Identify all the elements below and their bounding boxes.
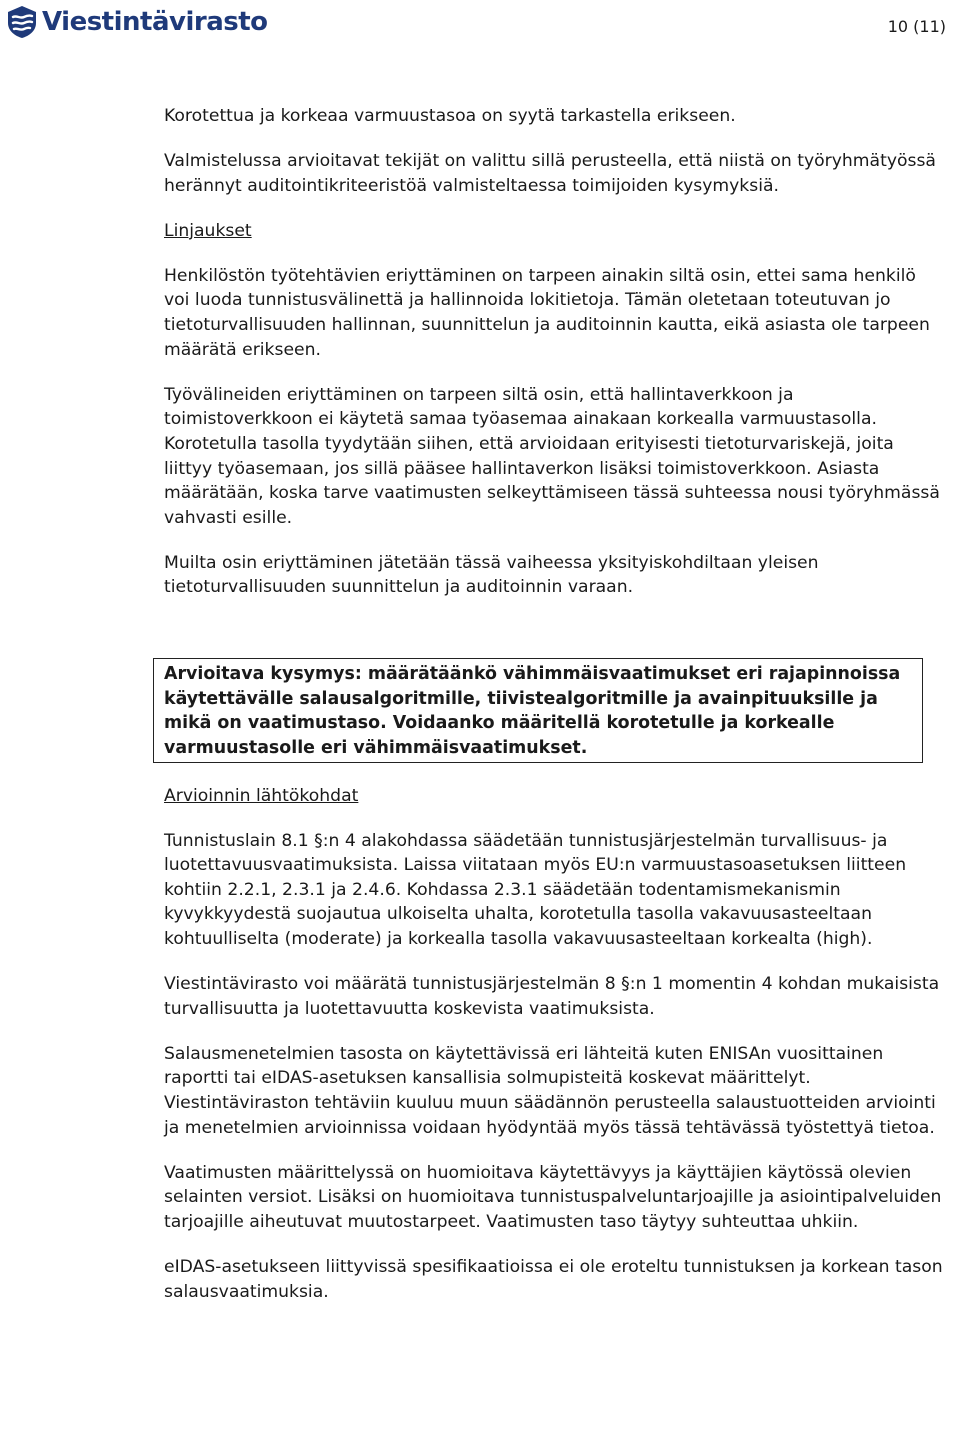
paragraph: Korotettua ja korkeaa varmuustasoa on syytä tarkastella erikseen.: [164, 106, 736, 126]
page-number: 10 (11): [887, 17, 946, 36]
paragraph: Viestintävirasto voi määrätä tunnistusjärjestelmän 8 §:n 1 momentin 4 kohdan mukaisista turvallisuutta ja luotettavuutta koskevista vaatimuksista.: [164, 974, 940, 1019]
question-box: Arvioitava kysymys: määrätäänkö vähimmäisvaatimukset eri rajapinnoissa käytettävälle salausalgoritmille, tiivistealgoritmille ja avainpituuksille ja mikä on vaatimustaso. Voidaanko määritellä korotetulle ja korkealle varmuustasolle eri vähimmäisvaatimukset.: [153, 658, 923, 763]
paragraph: eIDAS-asetukseen liittyvissä spesifikaatioissa ei ole eroteltu tunnistuksen ja korkean tason salausvaatimuksia.: [164, 1256, 943, 1302]
paragraph: Työvälineiden eriyttäminen on tarpeen siltä osin, että hallintaverkkoon ja toimistoverkkoon ei käytetä samaa työasemaa ainakaan korkealla varmuustasolla. Korotetulla tasolla tyydytään siihen, että arvioidaan erityisesti tietoturvariskejä, joita liittyy työasemaan, jos sillä pääsee hallintaverkon lisäksi toimistoverkkoon. Asiasta määrätään, koska tarve vaatimusten selkeyttämiseen tässä suhteessa nousi työryhmässä vahvasti esille.: [164, 384, 940, 528]
paragraph: Tunnistuslain 8.1 §:n 4 alakohdassa säädetään tunnistusjärjestelmän turvallisuus- ja luotettavuusvaatimuksista. Laissa viitataan myös EU:n varmuustasoasetuksen liitteen kohtiin 2.2.1, 2.3.1 ja 2.4.6. Kohdassa 2.3.1 säädetään todentamismekanismin kyvykkyydestä suojautua ulkoiselta uhalta, korotetulla tasolla vakavuusasteeltaan kohtuulliselta (moderate) ja korkealla tasolla vakavuusasteeltaan korkealta (high).: [164, 830, 907, 949]
document-body: [164, 104, 944, 1325]
paragraph: Salausmenetelmien tasosta on käytettävissä eri lähteitä kuten ENISAn vuosittainen raportti tai eIDAS-asetuksen kansallisia solmupisteitä koskevat määrittelyt. Viestintäviraston tehtäviin kuuluu muun säädännön perusteella salaustuotteiden arviointi ja menetelmien arvioinnissa voidaan hyödyntää myös tässä tehtävässä työstettyä tietoa.: [164, 1043, 936, 1138]
viestintavirasto-emblem-icon: [6, 5, 38, 39]
paragraph: Vaatimusten määrittelyssä on huomioitava käytettävyys ja käyttäjien käytössä olevien selainten versiot. Lisäksi on huomioitava tunnistuspalveluntarjoajille ja asiointipalveluiden tarjoajille aiheutuvat muutostarpeet. Vaatimusten taso täytyy suhteuttaa uhkiin.: [164, 1162, 942, 1232]
section-heading-arvioinnin-lahtokohdat: Arvioinnin lähtökohdat: [164, 785, 359, 806]
logo: [6, 5, 268, 39]
paragraph: Muilta osin eriyttäminen jätetään tässä vaiheessa yksityiskohdiltaan yleisen tietoturvallisuuden suunnittelun ja auditoinnin varaan.: [164, 552, 819, 598]
logo-text: Viestintävirasto: [42, 7, 268, 37]
paragraph: Valmistelussa arvioitavat tekijät on valittu sillä perusteella, että niistä on työryhmätyössä herännyt auditointikriteeristöä valmisteltaessa toimijoiden kysymyksiä.: [164, 151, 936, 196]
page-header: [0, 0, 960, 60]
section-heading-linjaukset: Linjaukset: [164, 220, 252, 241]
paragraph: Henkilöstön työtehtävien eriyttäminen on tarpeen ainakin siltä osin, ettei sama henkilö voi luoda tunnistusvälinettä ja hallinnoida lokitietoja. Tämän oletetaan toteutuvan jo tietoturvallisuuden hallinnan, suunnittelun ja auditoinnin kautta, eikä asiasta ole tarpeen määrätä erikseen.: [164, 265, 930, 360]
